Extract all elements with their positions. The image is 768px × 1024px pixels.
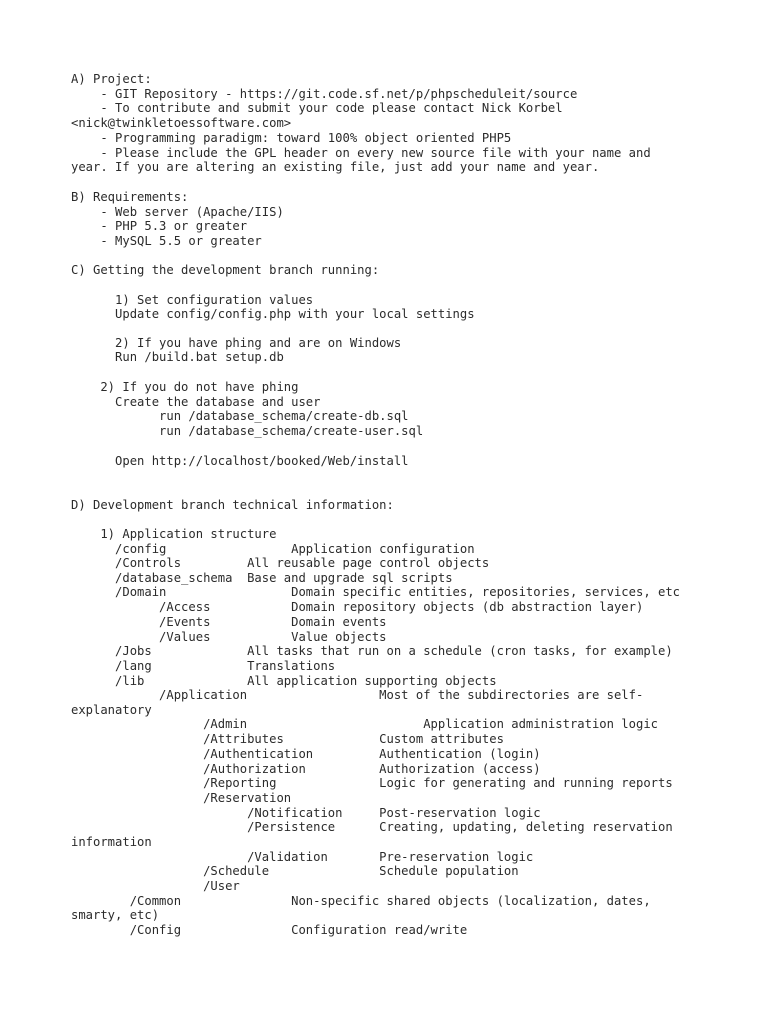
text-line: smarty, etc) — [71, 908, 160, 922]
text-line: - PHP 5.3 or greater — [71, 219, 248, 233]
text-line: Run /build.bat setup.db — [71, 350, 284, 364]
text-line: /Validation Pre-reservation logic — [71, 850, 534, 864]
text-line: Update config/config.php with your local settings — [71, 307, 475, 321]
text-line: /Config Configuration read/write — [71, 923, 468, 937]
text-line: 2) If you do not have phing — [71, 380, 299, 394]
text-line: /Notification Post-reservation logic — [71, 806, 541, 820]
text-line: - GIT Repository - https://git.code.sf.net/p/phpscheduleit/source — [71, 87, 578, 101]
text-line: - To contribute and submit your code please contact Nick Korbel — [71, 101, 563, 115]
text-line: - Please include the GPL header on every new source file with your name and — [71, 146, 651, 160]
text-line: - Web server (Apache/IIS) — [71, 205, 284, 219]
text-line: /User — [71, 879, 240, 893]
text-line: /Common Non-specific shared objects (localization, dates, — [71, 894, 651, 908]
text-line: /Application Most of the subdirectories are self- — [71, 688, 644, 702]
text-line: year. If you are altering an existing file, just add your name and year. — [71, 160, 600, 174]
text-line: information — [71, 835, 152, 849]
text-line: /Persistence Creating, updating, deleting reservation — [71, 820, 673, 834]
text-line: /Values Value objects — [71, 630, 387, 644]
text-line: /Reporting Logic for generating and running reports — [71, 776, 673, 790]
text-line: 1) Set configuration values — [71, 293, 314, 307]
text-line: A) Project: — [71, 72, 152, 86]
text-line: /Controls All reusable page control objects — [71, 556, 490, 570]
text-line: /Domain Domain specific entities, repositories, services, etc — [71, 585, 681, 599]
text-line: <nick@twinkletoessoftware.com> — [71, 116, 292, 130]
text-line: B) Requirements: — [71, 190, 189, 204]
text-line: /database_schema Base and upgrade sql scripts — [71, 571, 453, 585]
text-line: /Attributes Custom attributes — [71, 732, 504, 746]
text-line: /Admin Application administration logic — [71, 717, 658, 731]
text-line: /Schedule Schedule population — [71, 864, 519, 878]
text-line: /lib All application supporting objects — [71, 674, 497, 688]
text-line: /Authorization Authorization (access) — [71, 762, 541, 776]
text-line: /Access Domain repository objects (db abstraction layer) — [71, 600, 644, 614]
text-line: 2) If you have phing and are on Windows — [71, 336, 402, 350]
text-line: 1) Application structure — [71, 527, 277, 541]
text-line: /Authentication Authentication (login) — [71, 747, 541, 761]
text-line: explanatory — [71, 703, 152, 717]
text-line: /Events Domain events — [71, 615, 387, 629]
text-line: run /database_schema/create-db.sql — [71, 409, 409, 423]
text-line: /lang Translations — [71, 659, 336, 673]
text-line: /Reservation — [71, 791, 292, 805]
text-line: - Programming paradigm: toward 100% object oriented PHP5 — [71, 131, 512, 145]
text-line: Create the database and user — [71, 395, 321, 409]
text-line: C) Getting the development branch running: — [71, 263, 380, 277]
text-line: Open http://localhost/booked/Web/install — [71, 454, 409, 468]
text-line: - MySQL 5.5 or greater — [71, 234, 262, 248]
text-line: run /database_schema/create-user.sql — [71, 424, 424, 438]
text-line: /Jobs All tasks that run on a schedule (cron tasks, for example) — [71, 644, 673, 658]
text-line: /config Application configuration — [71, 542, 475, 556]
text-line: D) Development branch technical information: — [71, 498, 394, 512]
